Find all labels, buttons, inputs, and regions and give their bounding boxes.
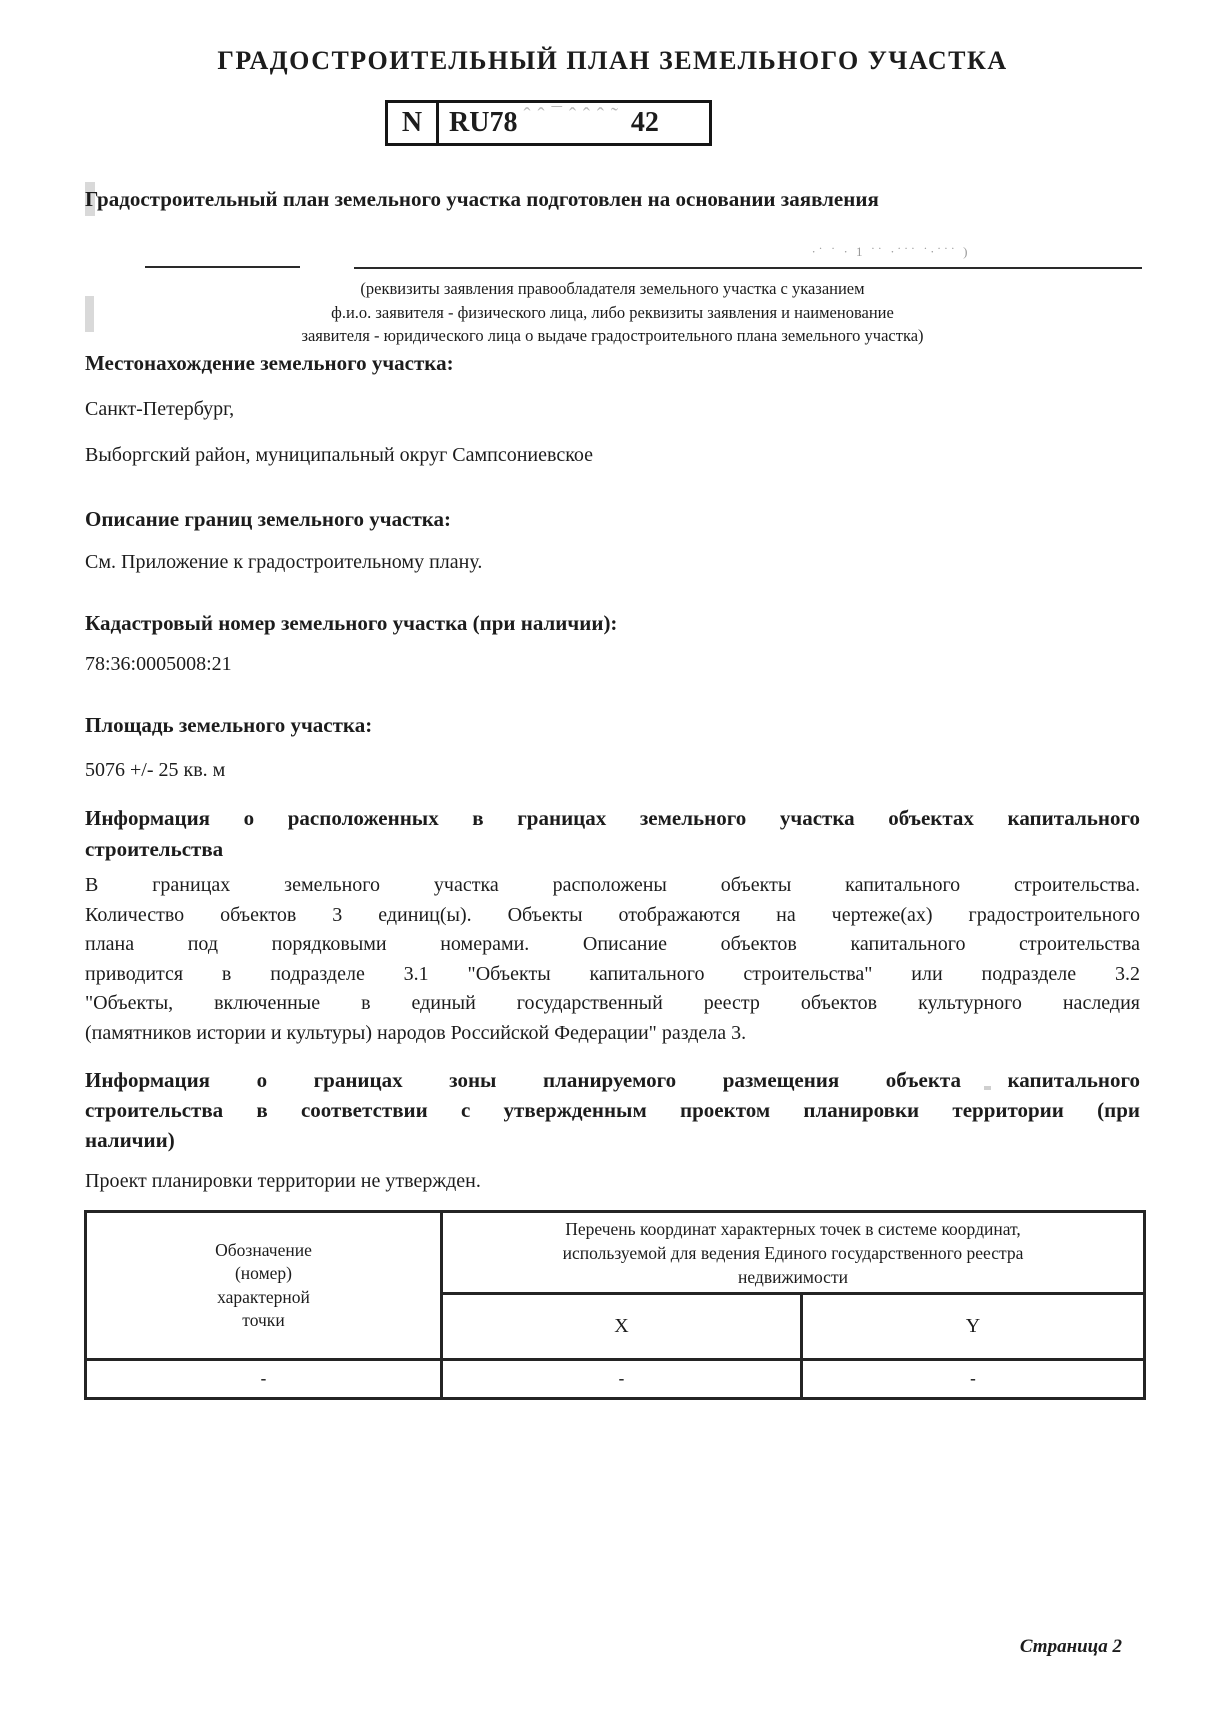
basis-caption-line: (реквизиты заявления правообладателя земельного участка с указанием bbox=[360, 279, 865, 298]
planning-zone-heading-line: Информация о границах зоны планируемого размещения объекта капитального bbox=[85, 1068, 1140, 1092]
table-header-x: X bbox=[443, 1295, 803, 1358]
planning-zone-heading-line: наличии) bbox=[85, 1128, 175, 1152]
paragraph-line: "Объекты, включенные в единый государственный реестр объектов культурного наследия bbox=[85, 992, 1140, 1014]
paragraph-line: плана под порядковыми номерами. Описание объектов капитального строительства bbox=[85, 933, 1140, 955]
capital-objects-heading bbox=[85, 803, 1140, 865]
paragraph-line: приводится в подразделе 3.1 "Объекты капитального строительства" или подразделе 3.2 bbox=[85, 962, 1140, 985]
table-header-coords-line: используемой для ведения Единого государственного реестра bbox=[562, 1242, 1024, 1263]
table-header-coords-line: Перечень координат характерных точек в системе координат, bbox=[565, 1218, 1021, 1239]
basis-underline-short bbox=[145, 266, 300, 268]
plan-number-value bbox=[439, 103, 709, 143]
page-number: Страница 2 bbox=[1019, 1636, 1122, 1657]
table-header-point bbox=[87, 1213, 443, 1358]
coordinates-table bbox=[84, 1210, 1146, 1400]
table-header-y: Y bbox=[965, 1315, 981, 1337]
plan-number-prefix: RU78 bbox=[449, 107, 518, 138]
plan-number-redacted-marks: ˆˆ¯ˆˆˆ˜ bbox=[523, 102, 625, 127]
area-heading: Площадь земельного участка: bbox=[85, 713, 373, 737]
cadastral-number: 78:36:0005008:21 bbox=[85, 653, 232, 675]
planning-zone-value: Проект планировки территории не утвержден. bbox=[85, 1170, 481, 1192]
capital-objects-heading-line: Информация о расположенных в границах земельного участка объектах капитального bbox=[85, 806, 1140, 830]
basis-caption-line: ф.и.о. заявителя - физического лица, либо реквизиты заявления и наименование bbox=[331, 302, 894, 322]
basis-redacted-fragments: ·˙ ˙ · 1 ˙˙ ·˙˙˙ ˙·˙˙˙ ) bbox=[811, 244, 970, 259]
plan-number-suffix: 42 bbox=[630, 107, 659, 138]
table-header-point-line: (номер) bbox=[234, 1263, 293, 1283]
location-district: Выборгский район, муниципальный округ Сампсониевское bbox=[85, 444, 594, 466]
planning-zone-heading-line: строительства в соответствии с утвержденным проектом планировки территории (при bbox=[85, 1098, 1140, 1122]
table-cell-point: - bbox=[87, 1358, 443, 1397]
capital-objects-heading-line: строительства bbox=[85, 837, 224, 861]
paragraph-line: (памятников истории и культуры) народов Российской Федерации" раздела 3. bbox=[85, 1021, 747, 1044]
capital-objects-paragraph bbox=[85, 871, 1140, 1048]
location-city: Санкт-Петербург, bbox=[85, 398, 235, 420]
area-value: 5076 +/- 25 кв. м bbox=[85, 759, 226, 781]
plan-number-label: N bbox=[388, 103, 439, 143]
paragraph-line: Количество объектов 3 единиц(ы). Объекты отображаются на чертеже(ах) градостроительного bbox=[85, 903, 1140, 926]
boundaries-value: См. Приложение к градостроительному плану. bbox=[85, 551, 483, 573]
basis-underline-long bbox=[354, 267, 1142, 269]
table-header-coords bbox=[443, 1213, 1143, 1295]
table-cell-y: - bbox=[803, 1358, 1143, 1397]
basis-heading: Градостроительный план земельного участка подготовлен на основании заявления bbox=[85, 187, 879, 211]
location-heading: Местонахождение земельного участка: bbox=[85, 351, 454, 375]
table-cell-x: - bbox=[443, 1358, 803, 1397]
planning-zone-heading bbox=[85, 1065, 1140, 1155]
basis-caption bbox=[85, 277, 1140, 348]
table-header-point-line: точки bbox=[242, 1310, 285, 1330]
basis-caption-line: заявителя - юридического лица о выдаче градостроительного плана земельного участка) bbox=[301, 326, 924, 345]
boundaries-heading: Описание границ земельного участка: bbox=[85, 507, 452, 531]
table-header-coords-line: недвижимости bbox=[738, 1266, 848, 1287]
paragraph-line: В границах земельного участка расположены объекты капитального строительства. bbox=[85, 874, 1140, 896]
document-title: ГРАДОСТРОИТЕЛЬНЫЙ ПЛАН ЗЕМЕЛЬНОГО УЧАСТКА bbox=[217, 46, 1008, 75]
table-header-point-line: характерной bbox=[217, 1286, 310, 1307]
cadastral-heading: Кадастровый номер земельного участка (при наличии): bbox=[85, 611, 618, 635]
table-header-point-line: Обозначение bbox=[215, 1239, 312, 1260]
plan-number-box bbox=[385, 100, 712, 146]
